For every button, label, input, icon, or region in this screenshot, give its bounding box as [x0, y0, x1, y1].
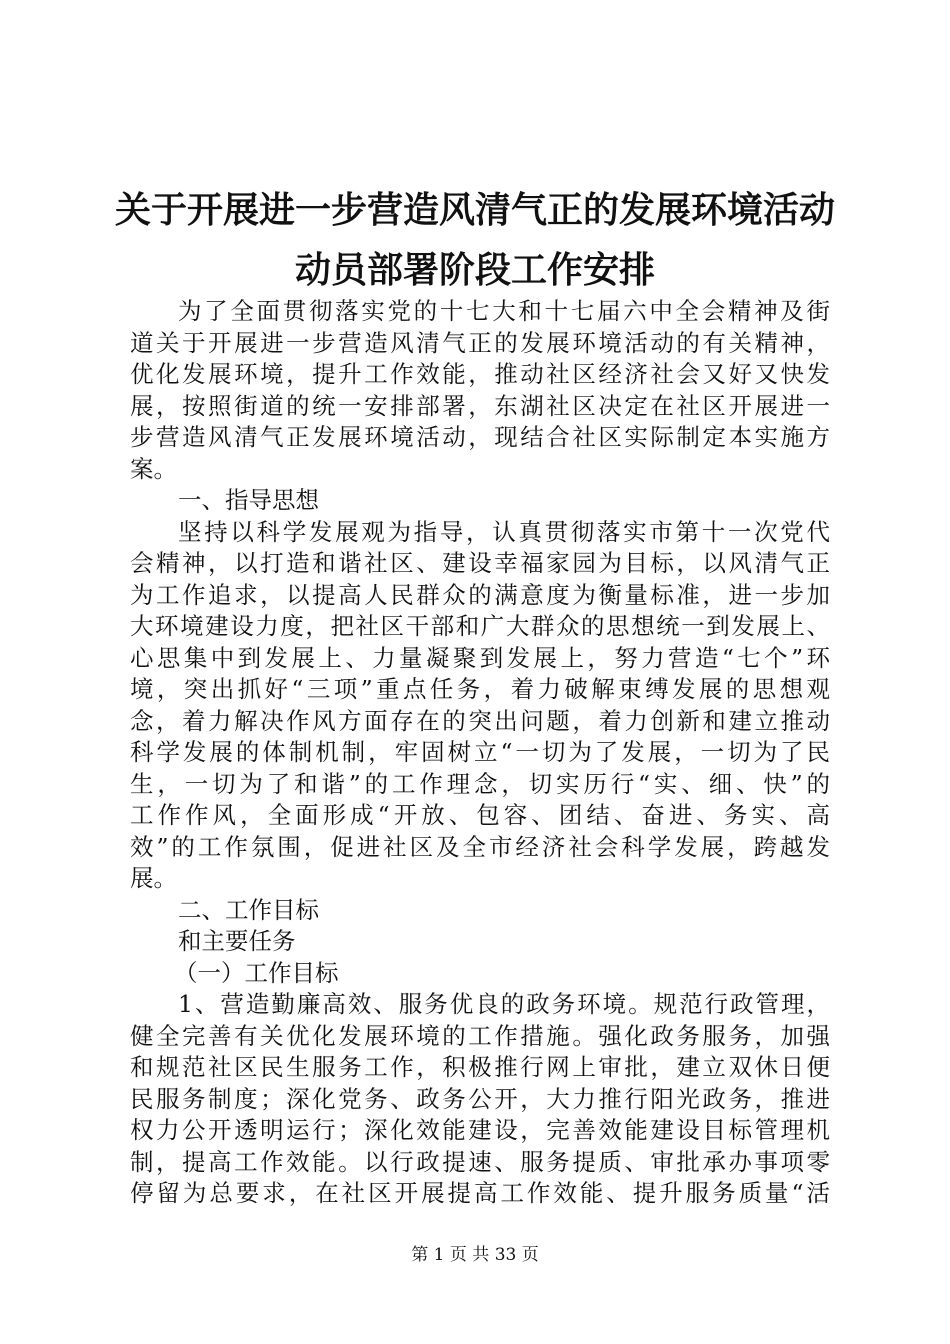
paragraph-line: 民服务制度；深化党务、政务公开，大力推行阳光政务，推进 [130, 1084, 830, 1113]
paragraph-line: 大环境建设力度，把社区干部和广大群众的思想统一到发展上、 [130, 612, 830, 640]
paragraph-line: 步营造风清气正发展环境活动，现结合社区实际制定本实施方 [130, 423, 830, 451]
paragraph-line: 生，一切为了和谐”的工作理念，切实历行“实、细、快”的 [130, 769, 830, 798]
paragraph-line: 工作作风，全面形成“开放、包容、团结、奋进、务实、高 [130, 801, 830, 829]
paragraph-line: 制，提高工作效能。以行政提速、服务提质、审批承办事项零 [130, 1147, 830, 1176]
paragraph-line: 道关于开展进一步营造风清气正的发展环境活动的有关精神， [130, 328, 830, 357]
paragraph-line: 念，着力解决作风方面存在的突出问题，着力创新和建立推动 [130, 706, 830, 735]
paragraph-line: 案。 [130, 454, 177, 483]
paragraph-line: 1、营造勤廉高效、服务优良的政务环境。规范行政管理， [178, 990, 830, 1018]
paragraph-line: 心思集中到发展上、力量凝聚到发展上，努力营造“七个”环 [130, 643, 830, 672]
paragraph-line: 效”的工作氛围，促进社区及全市经济社会科学发展，跨越发 [130, 832, 830, 861]
paragraph-line: 优化发展环境，提升工作效能，推动社区经济社会又好又快发 [130, 360, 830, 388]
subsection-heading: （一）工作目标 [174, 958, 339, 987]
document-title-line-2: 动员部署阶段工作安排 [294, 250, 655, 291]
paragraph-line: 科学发展的体制机制，牢固树立“一切为了发展，一切为了民 [130, 738, 830, 766]
paragraph-line: 坚持以科学发展观为指导，认真贯彻落实市第十一次党代 [178, 517, 830, 546]
page-number-footer: 第 1 页 共 33 页 [411, 1245, 539, 1265]
document-title-line-1: 关于开展进一步营造风清气正的发展环境活动 [114, 190, 835, 231]
paragraph-line: 和规范社区民生服务工作，积极推行网上审批，建立双休日便 [130, 1053, 830, 1081]
paragraph-line: 为了全面贯彻落实党的十七大和十七届六中全会精神及街 [178, 297, 830, 325]
document-body [130, 296, 830, 1210]
paragraph-line: 境，突出抓好“三项”重点任务，着力破解束缚发展的思想观 [130, 675, 830, 703]
paragraph-line: 为工作追求，以提高人民群众的满意度为衡量标准，进一步加 [130, 580, 830, 609]
paragraph-line: 停留为总要求，在社区开展提高工作效能、提升服务质量“活 [130, 1179, 830, 1207]
section-heading: 二、工作目标 [178, 895, 319, 924]
paragraph-line: 会精神，以打造和谐社区、建设幸福家园为目标，以风清气正 [130, 549, 830, 577]
section-heading: 一、指导思想 [178, 486, 319, 514]
paragraph-line: 权力公开透明运行；深化效能建设，完善效能建设目标管理机 [130, 1116, 830, 1144]
section-heading: 和主要任务 [178, 927, 296, 955]
paragraph-line: 健全完善有关优化发展环境的工作措施。强化政务服务，加强 [130, 1021, 830, 1050]
paragraph-line: 展。 [130, 864, 177, 892]
paragraph-line: 展，按照街道的统一安排部署，东湖社区决定在社区开展进一 [130, 391, 830, 420]
